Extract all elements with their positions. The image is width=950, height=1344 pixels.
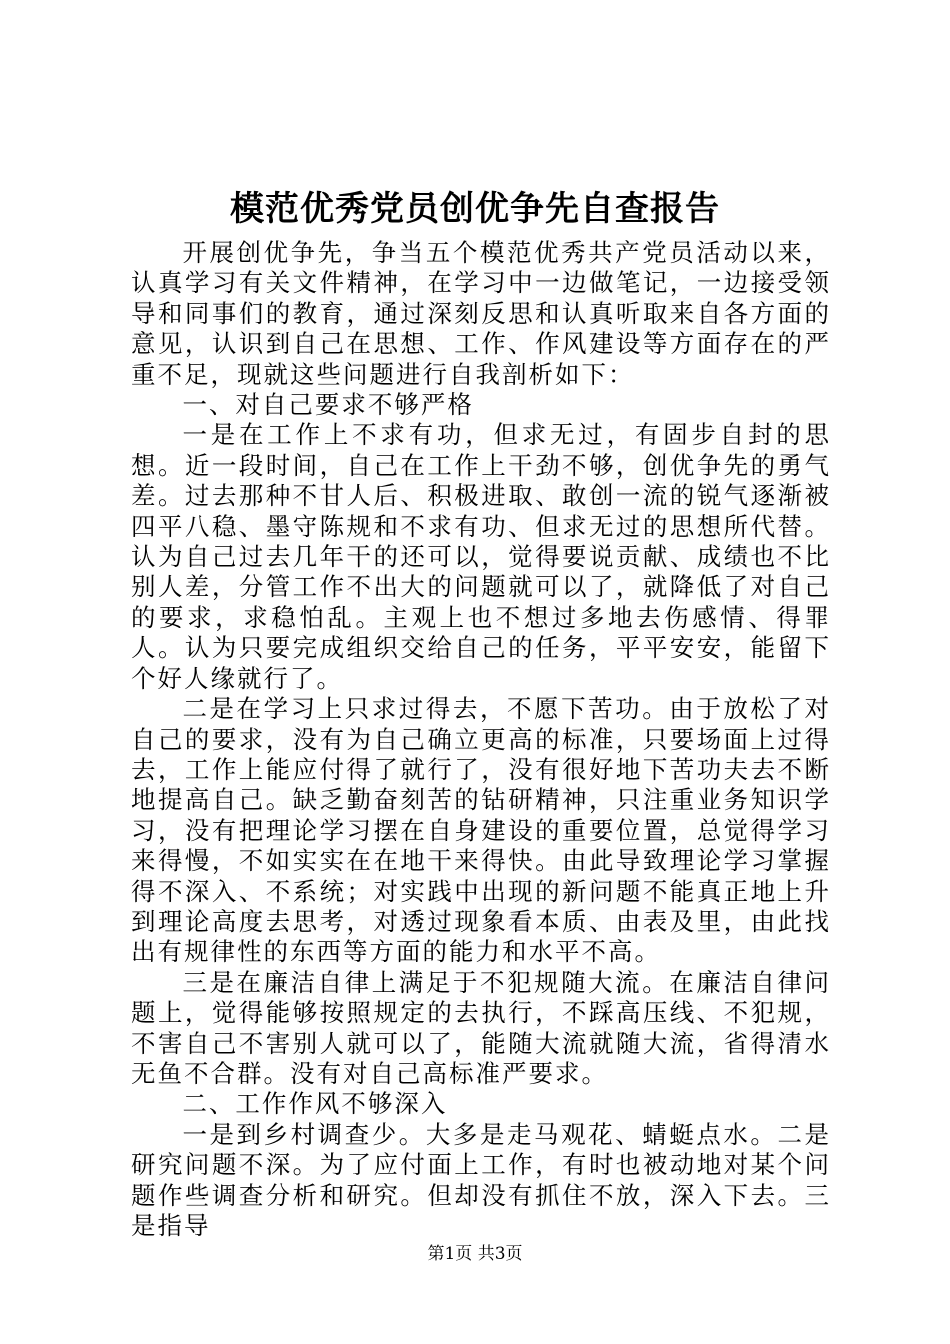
- document-body: [131, 238, 831, 1241]
- body-paragraph: 开展创优争先，争当五个模范优秀共产党员活动以来，认真学习有关文件精神，在学习中一边做笔记，一边接受领导和同事们的教育，通过深刻反思和认真听取来自各方面的意见，认识到自己在思想、工作、作风建设等方面存在的严重不足，现就这些问题进行自我剖析如下：: [131, 238, 831, 389]
- body-paragraph: 二是在学习上只求过得去，不愿下苦功。由于放松了对自己的要求，没有为自己确立更高的标准，只要场面上过得去，工作上能应付得了就行了，没有很好地下苦功夫去不断地提高自己。缺乏勤奋刻苦的钻研精神，只注重业务知识学习，没有把理论学习摆在自身建设的重要位置，总觉得学习来得慢，不如实实在在地干来得快。由此导致理论学习掌握得不深入、不系统；对实践中出现的新问题不能真正地上升到理论高度去思考，对透过现象看本质、由表及里，由此找出有规律性的东西等方面的能力和水平不高。: [131, 694, 831, 967]
- body-paragraph: 一是在工作上不求有功，但求无过，有固步自封的思想。近一段时间，自己在工作上干劲不够，创优争先的勇气差。过去那种不甘人后、积极进取、敢创一流的锐气逐渐被四平八稳、墨守陈规和不求有功、但求无过的思想所代替。认为自己过去几年干的还可以，觉得要说贡献、成绩也不比别人差，分管工作不出大的问题就可以了，就降低了对自己的要求，求稳怕乱。主观上也不想过多地去伤感情、得罪人。认为只要完成组织交给自己的任务，平平安安，能留下个好人缘就行了。: [131, 420, 831, 693]
- document-title: 模范优秀党员创优争先自查报告: [230, 189, 720, 229]
- section-heading: 二、工作作风不够深入: [182, 1089, 448, 1119]
- body-paragraph: 三是在廉洁自律上满足于不犯规随大流。在廉洁自律问题上，觉得能够按照规定的去执行，不踩高压线、不犯规，不害自己不害别人就可以了，能随大流就随大流，省得清水无鱼不合群。没有对自己高标准严要求。: [131, 967, 831, 1088]
- body-paragraph: 一是到乡村调查少。大多是走马观花、蜻蜓点水。二是研究问题不深。为了应付面上工作，有时也被动地对某个问题作些调查分析和研究。但却没有抓住不放，深入下去。三是指导: [131, 1119, 831, 1240]
- page-number-footer: 第1页 共3页: [427, 1244, 523, 1264]
- section-heading: 一、对自己要求不够严格: [182, 390, 474, 420]
